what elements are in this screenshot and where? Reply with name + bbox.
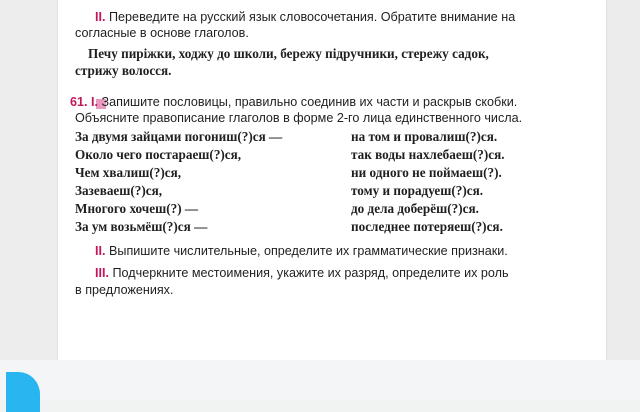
task-ii-numeral: II. [95,10,106,24]
task-iii-line-2: в предложениях. [75,283,174,297]
task-ii-numerals-numeral: II. [95,244,106,258]
exercise-61-line-2: Объясните правописание глаголов в форме 2-го лица единственного числа. [75,111,523,125]
proverb-right-6: последнее потеряеш(?)ся. [351,219,503,234]
exercise-number: 61. [70,95,88,109]
exercise-instruction-1: Запишите пословицы, правильно соединив их части и раскрыв скобки. [101,95,518,109]
proverb-left-1: За двумя зайцами погониш(?)ся — [75,129,283,144]
ukrainian-phrases-line-1: Печу пиріжки, ходжу до школи, бережу підручники, стережу садок, [88,46,489,61]
proverb-right-1: на том и провалиш(?)ся. [351,129,498,144]
task-ii-line-2: согласные в основе глаголов. [75,26,249,40]
exercise-numeral: I. [91,95,99,109]
proverb-right-5: до дела доберёш(?)ся. [351,201,479,216]
left-margin [0,0,58,360]
cropped-top-line [82,0,412,4]
proverb-left-6: За ум возьмёш(?)ся — [75,219,208,234]
proverb-left-4: Зазеваеш(?)ся, [75,183,163,198]
ukrainian-phrases-line-2: стрижу волосся. [75,63,172,78]
task-ii-line-1 [95,9,515,25]
proverb-left-3: Чем хвалиш(?)ся, [75,165,182,180]
task-ii-text-1: Переведите на русский язык словосочетания. Обратите внимание на [109,10,516,24]
proverb-left-5: Многого хочеш(?) — [75,201,199,216]
exercise-61-line-1 [70,94,517,110]
proverb-right-2: так воды нахлебаеш(?)ся. [351,147,505,162]
task-iii-numeral: III. [95,266,109,280]
task-ii-numerals-text: Выпишите числительные, определите их грамматические признаки. [109,244,508,258]
right-margin [606,0,640,360]
task-iii-line-1 [95,265,509,281]
next-page-area [0,360,640,400]
proverb-right-4: тому и порадуеш(?)ся. [351,183,484,198]
proverb-left-2: Около чего постараеш(?)ся, [75,147,242,162]
proverb-right-3: ни одного не поймаеш(?). [351,165,502,180]
task-ii-numerals-line [95,243,508,259]
task-iii-text-1: Подчеркните местоимения, укажите их разряд, определите их роль [112,266,509,280]
